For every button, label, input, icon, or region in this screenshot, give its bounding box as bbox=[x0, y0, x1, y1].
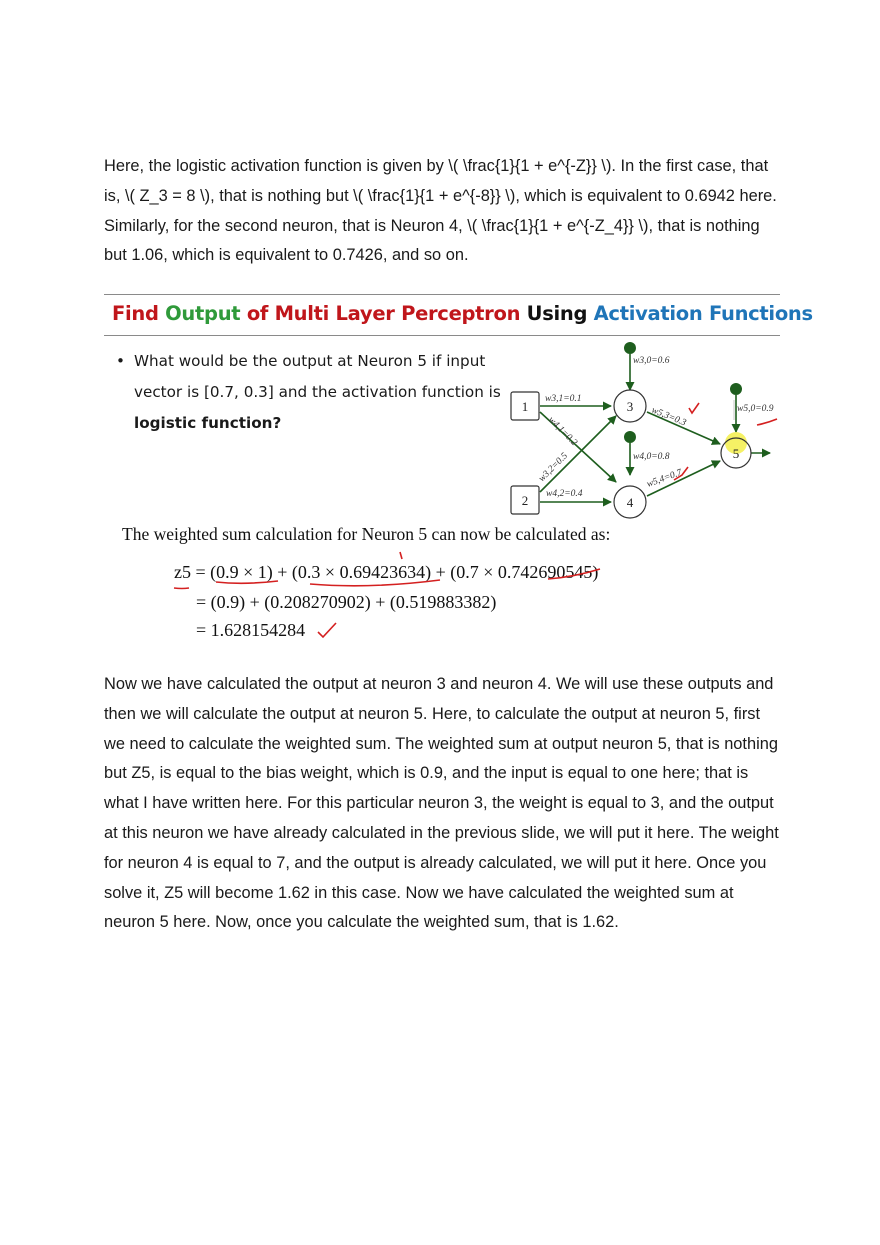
check-result-icon bbox=[318, 623, 336, 637]
weight-w31: w3,1=0.1 bbox=[545, 394, 582, 404]
intro-paragraph: Here, the logistic activation function is given by \( \frac{1}{1 + e^{-Z}} \). In the first case, that is, \( Z_3 = 8 \), that is nothing but \( \frac{1}{1 + e^{-8}} \), which is equivalent to 0.6942 here. Similarly, for the second neuron, that is Neuron 4, \( \frac{1}{1 + e^{-Z_4}} \), that is nothing but 1.06, which is equivalent to 0.7426, and so on. bbox=[104, 157, 777, 265]
weight-w53: w5,3=0.3 bbox=[649, 405, 688, 429]
node-label-2: 2 bbox=[521, 493, 529, 508]
bias-node-4 bbox=[624, 431, 636, 443]
title-word-output: Output bbox=[165, 302, 241, 325]
calc-line-2: = (0.9) + (0.208270902) + (0.519883382) bbox=[196, 592, 497, 612]
node-label-5: 5 bbox=[732, 446, 740, 461]
question-line-3: logistic function? bbox=[134, 414, 282, 432]
slide-title bbox=[112, 302, 813, 325]
weight-w41: w4,1=0.2 bbox=[545, 415, 579, 448]
weight-w40: w4,0=0.8 bbox=[633, 452, 670, 462]
underline-mark bbox=[757, 419, 777, 425]
slide-image bbox=[104, 292, 813, 652]
title-word-find: Find bbox=[112, 302, 159, 325]
calc-line-3: = 1.628154284 bbox=[196, 620, 306, 640]
node-label-1: 1 bbox=[521, 399, 529, 414]
underline-z5 bbox=[174, 588, 189, 589]
title-word-activation: Activation Functions bbox=[593, 302, 813, 325]
title-word-mlp: of Multi Layer Perceptron bbox=[246, 302, 521, 325]
calc-intro: The weighted sum calculation for Neuron 5 can now be calculated as: bbox=[122, 524, 611, 544]
explanation-paragraph: Now we have calculated the output at neuron 3 and neuron 4. We will use these outputs and then we will calculate the output at neuron 5. Here, to calculate the output at neuron 5, first we need to calculate the weighted sum. The weighted sum at output neuron 5, that is nothing but Z5, is equal to the bias weight, which is 0.9, and the input is equal to one here; that is what I have written here. For this particular neuron 3, the weight is equal to 3, and the output at this neuron we have already calculated in the previous slide, we will put it here. The weight for neuron 4 is equal to 7, and the output is already calculated, we will put it here. Once you solve it, Z5 will become 1.62 in this case. Now we have calculated the weighted sum at neuron 5 here. Now, once you calculate the weighted sum, that is 1.62. bbox=[104, 675, 779, 932]
slide-top-rule bbox=[104, 294, 780, 295]
question-line-1: What would be the output at Neuron 5 if input bbox=[134, 352, 486, 370]
weight-w30: w3,0=0.6 bbox=[633, 356, 670, 366]
bias-node-5 bbox=[730, 383, 742, 395]
network-diagram bbox=[504, 332, 780, 527]
tick-mark bbox=[400, 552, 402, 559]
node-label-3: 3 bbox=[626, 399, 634, 414]
slide-question bbox=[116, 346, 506, 439]
node-label-4: 4 bbox=[626, 495, 634, 510]
check-icon bbox=[689, 403, 699, 413]
calc-line-1: z5 = (0.9 × 1) + (0.3 × 0.69423634) + (0.7 × 0.742690545) bbox=[174, 562, 599, 582]
weight-w54: w5,4=0.7 bbox=[645, 467, 684, 490]
title-word-using: Using bbox=[526, 302, 588, 325]
weight-w50: w5,0=0.9 bbox=[737, 404, 774, 414]
bias-node-3 bbox=[624, 342, 636, 354]
weight-w42: w4,2=0.4 bbox=[546, 489, 583, 499]
bullet-dot: • bbox=[116, 352, 125, 370]
weight-w32: w3,2=0.5 bbox=[537, 451, 570, 485]
question-line-2: vector is [0.7, 0.3] and the activation function is bbox=[134, 383, 501, 401]
